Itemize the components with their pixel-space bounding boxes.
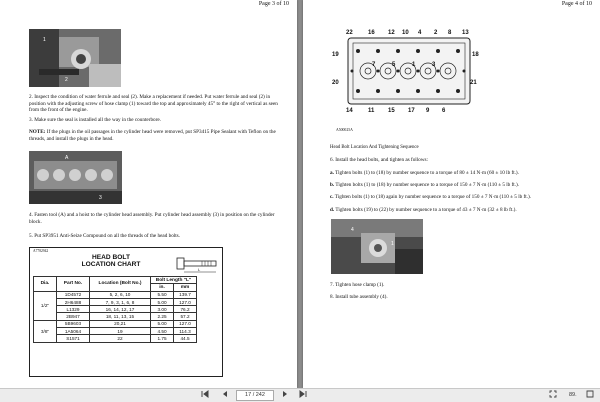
chart-title-line1: HEAD BOLT xyxy=(92,254,130,261)
cell-mm: 127.0 xyxy=(174,320,197,327)
cell-location: 5, 2, 6, 10 xyxy=(90,291,151,298)
cell-mm: 76.2 xyxy=(174,306,197,313)
bolt-table xyxy=(33,276,197,343)
prev-page-icon[interactable] xyxy=(220,390,230,400)
head-bolt-diagram xyxy=(330,26,480,121)
bolt-label: 7 xyxy=(372,62,376,68)
item-text: Tighten bolts (1) to (18) by number sequence to a torque of 80 ± 14 N·m (60 ± 10 lb ft.). xyxy=(333,170,519,176)
table-row xyxy=(34,335,197,342)
first-page-icon[interactable] xyxy=(200,390,210,400)
bolt-label: 4 xyxy=(418,30,422,36)
torque-item-a xyxy=(330,170,592,177)
header-mm: mm xyxy=(174,284,197,291)
cell-in: 3.00 xyxy=(151,306,174,313)
step-5: 5. Put SP3951 Anti-Seize Compound on all the threads of the head bolts. xyxy=(29,233,180,239)
bolt-label: 2 xyxy=(434,30,438,36)
note xyxy=(29,129,287,142)
svg-text:1: 1 xyxy=(391,241,394,247)
cell-part: S1571 xyxy=(57,335,90,342)
cell-location: 19 xyxy=(90,328,151,335)
cell-part: L1329 xyxy=(57,306,90,313)
chart-code: A7782942 xyxy=(33,249,49,253)
cell-mm: 114.3 xyxy=(174,328,197,335)
cell-location: 22 xyxy=(90,335,151,342)
cell-part: 2H6488 xyxy=(57,298,90,305)
last-page-icon[interactable] xyxy=(298,390,308,400)
cell-location: 18, 11, 13, 15 xyxy=(90,313,151,320)
page-right xyxy=(303,0,600,388)
header-location: Location (Bolt No.) xyxy=(90,277,151,292)
bolt-label: 9 xyxy=(426,108,430,114)
step-4: 4. Fasten tool (A) and a hoist to the cylinder head assembly. Put cylinder head assembly (3) in position on the cylinder block. xyxy=(29,212,275,225)
cell-mm: 127.0 xyxy=(174,298,197,305)
bolt-label: 17 xyxy=(408,108,415,114)
page-left xyxy=(0,0,297,388)
zoom-level[interactable]: 89. xyxy=(569,392,577,398)
cell-mm: 139.7 xyxy=(174,291,197,298)
cell-location: 20,21 xyxy=(90,320,151,327)
page-label: Page 4 of 10 xyxy=(561,1,592,7)
figure-code: A500025A xyxy=(336,128,353,132)
cylinder-head-photo xyxy=(29,151,122,204)
bolt-label: 15 xyxy=(388,108,395,114)
item-text: Tighten bolts (1) to (18) by number sequence to a torque of 150 ± 7 N·m (110 ± 5 lb ft.). xyxy=(334,182,520,188)
water-ferrule-photo xyxy=(29,29,121,87)
fullscreen-icon[interactable] xyxy=(548,390,558,400)
svg-text:3: 3 xyxy=(99,195,102,201)
bolt-label: 19 xyxy=(332,52,339,58)
chart-title-line2: LOCATION CHART xyxy=(81,261,141,269)
chart-title xyxy=(56,254,166,269)
cell-in: 5.00 xyxy=(151,298,174,305)
table-row xyxy=(34,306,197,313)
pdf-toolbar xyxy=(0,388,600,402)
bolt-label: 13 xyxy=(462,30,469,36)
bolt-label: 8 xyxy=(448,30,452,36)
step-8: 8. Install tube assembly (4). xyxy=(330,294,388,300)
table-row xyxy=(34,320,197,327)
bolt-label: 3 xyxy=(432,62,436,68)
torque-item-b xyxy=(330,182,592,189)
bolt-label: 22 xyxy=(346,30,353,36)
page-number-input[interactable]: 17 / 242 xyxy=(236,390,274,401)
next-page-icon[interactable] xyxy=(280,390,290,400)
bolt-label: 18 xyxy=(472,52,479,58)
step-6: 6. Install the head bolts, and tighten as follows: xyxy=(330,157,428,163)
cell-in: 5.00 xyxy=(151,320,174,327)
expand-icon[interactable] xyxy=(585,390,595,400)
bolt-label: 10 xyxy=(402,30,409,36)
cell-mm: 57.2 xyxy=(174,313,197,320)
cell-part: 2B947 xyxy=(57,313,90,320)
torque-item-c xyxy=(330,194,592,201)
item-label: b. xyxy=(330,182,335,188)
page-label: Page 3 of 10 xyxy=(258,1,289,7)
bolt-label: 21 xyxy=(470,80,477,86)
svg-text:1: 1 xyxy=(43,37,46,43)
bolt-label: 6 xyxy=(442,108,446,114)
table-row xyxy=(34,298,197,305)
cell-part: 1D4572 xyxy=(57,291,90,298)
bolt-label: 12 xyxy=(388,30,395,36)
table-row xyxy=(34,291,197,298)
head-bolt-location-chart xyxy=(29,247,223,377)
item-label: c. xyxy=(330,194,334,200)
step-3: 3. Make sure the seal is installed all the way in the counterbore. xyxy=(29,117,161,123)
step-7: 7. Tighten hose clamp (1). xyxy=(330,282,385,288)
item-text: Tighten bolts (19) to (22) by number sequence to a torque of 43 ± 7 N·m (32 ± 8 lb ft.). xyxy=(334,207,517,213)
item-text: Tighten bolts (1) to (18) again by number sequence to a torque of 150 ± 7 N·m (110 ± 5 lb ft.). xyxy=(333,194,532,200)
cell-dia: 3/8" xyxy=(34,320,57,342)
figure-caption: Head Bolt Location And Tightening Sequence xyxy=(330,145,419,150)
bolt-label: 14 xyxy=(346,108,353,114)
hose-clamp-photo xyxy=(331,219,423,274)
step-2: 2. Inspect the condition of water ferrule and seal (2). Make a replacement if needed. Put water ferrule and seal (2) in position with the adjusting screw of hose clamp (1) toward the top and approximately 45° to the right of vertical as seen from the front of the engine. xyxy=(29,94,278,114)
bolt-label: 20 xyxy=(332,80,339,86)
item-label: a. xyxy=(330,170,334,176)
table-row xyxy=(34,328,197,335)
bolt-label: 1 xyxy=(412,62,416,68)
cell-part: 1A5064 xyxy=(57,328,90,335)
cell-in: 5.50 xyxy=(151,291,174,298)
bolt-label: 5 xyxy=(392,62,396,68)
header-in: in. xyxy=(151,284,174,291)
svg-text:A: A xyxy=(65,155,69,161)
cell-in: 2.25 xyxy=(151,313,174,320)
svg-text:4: 4 xyxy=(351,227,354,233)
cell-dia: 1/2" xyxy=(34,291,57,320)
cell-mm: 44.5 xyxy=(174,335,197,342)
header-part-no: Part No. xyxy=(57,277,90,292)
note-text: If the plugs in the oil passages in the cylinder head were removed, put SP3415 Pipe Sealant with Teflon on the threads, and install the plugs in the head. xyxy=(29,129,276,142)
torque-item-d xyxy=(330,207,592,214)
bolt-label: 11 xyxy=(368,108,375,114)
cell-location: 16, 14, 12, 17 xyxy=(90,306,151,313)
note-label: NOTE: xyxy=(29,129,46,135)
bolt-label: 16 xyxy=(368,30,375,36)
bolt-drawing-icon xyxy=(176,253,218,275)
cell-part: 5B9603 xyxy=(57,320,90,327)
cell-in: 1.75 xyxy=(151,335,174,342)
header-bolt-length: Bolt Length "L" xyxy=(151,277,197,284)
cell-in: 4.50 xyxy=(151,328,174,335)
svg-text:2: 2 xyxy=(65,77,68,83)
header-dia: Dia. xyxy=(34,277,57,292)
table-row xyxy=(34,313,197,320)
item-label: d. xyxy=(330,207,335,213)
cell-location: 7, 9, 3, 1, 6, 8 xyxy=(90,298,151,305)
svg-text:L: L xyxy=(198,267,201,272)
